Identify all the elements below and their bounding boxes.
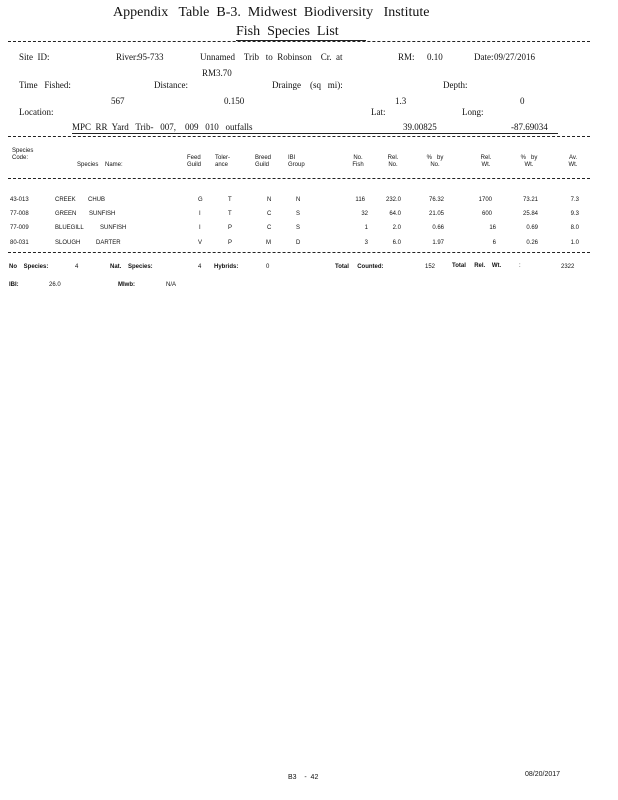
- row-name: DARTER: [96, 240, 121, 246]
- row-feed: V: [198, 240, 203, 246]
- row-tol: T: [228, 197, 232, 203]
- row-genus: SLOUGH: [55, 240, 81, 246]
- col-breed-guild: Breed Guild: [255, 155, 272, 168]
- site-rm: RM3.70: [202, 68, 232, 78]
- row-name: SUNFISH: [89, 211, 116, 217]
- time-fished-value: 567: [111, 96, 125, 106]
- no-species-value: 4: [75, 264, 79, 270]
- row-code: 43-013: [10, 197, 29, 203]
- miwb-label: MIwb:: [118, 282, 135, 288]
- row-name: CHUB: [88, 197, 106, 203]
- date-value: 09/27/2016: [494, 52, 536, 62]
- drainage-value: 1.3: [395, 96, 407, 106]
- row-tol: P: [228, 225, 233, 231]
- row-relwt: 16: [489, 225, 496, 231]
- time-fished-label: Time Fished:: [19, 80, 71, 90]
- row-ibi: S: [296, 211, 301, 217]
- drainage-label: Drainge (sq mi):: [272, 80, 343, 90]
- lat-label: Lat:: [371, 107, 386, 117]
- location-value: MPC RR Yard Trib- 007, 009 010 outfalls: [72, 122, 253, 132]
- hybrids-label: Hybrids:: [214, 264, 239, 270]
- row-relno: 64.0: [389, 211, 401, 217]
- distance-value: 0.150: [224, 96, 245, 106]
- col-species-code: Species Code:: [12, 148, 34, 161]
- header-bottom-divider: [8, 136, 590, 137]
- nat-species-value: 4: [198, 264, 202, 270]
- row-breed: M: [266, 240, 271, 246]
- ibi-value: 26.0: [49, 282, 61, 288]
- row-breed: N: [267, 197, 272, 203]
- stream-name: Unnamed Trib to Robinson Cr. at: [200, 52, 343, 62]
- row-genus: CREEK: [55, 197, 76, 203]
- row-relno: 232.0: [385, 197, 401, 203]
- row-pctno: 76.32: [428, 197, 444, 203]
- col-no-fish: No. Fish: [352, 155, 364, 168]
- row-tol: T: [228, 211, 232, 217]
- col-av-wt: Av. Wt.: [568, 155, 578, 168]
- river-value: 95-733: [138, 52, 164, 62]
- total-counted-value: 152: [425, 264, 436, 270]
- row-feed: I: [199, 225, 201, 231]
- col-rel-no: Rel. No.: [387, 155, 399, 168]
- col-pct-wt: % by Wt.: [520, 155, 538, 168]
- hybrids-value: 0: [266, 264, 270, 270]
- miwb-value: N/A: [166, 282, 177, 288]
- row-breed: C: [267, 225, 272, 231]
- row-pctno: 21.05: [428, 211, 444, 217]
- rm-value: 0.10: [427, 52, 443, 62]
- col-rel-wt: Rel. Wt.: [480, 155, 492, 168]
- distance-label: Distance:: [154, 80, 188, 90]
- row-avwt: 7.3: [570, 197, 579, 203]
- total-relwt-value: 2322: [561, 264, 575, 270]
- row-avwt: 8.0: [570, 225, 579, 231]
- row-code: 77-008: [10, 211, 29, 217]
- row-nofish: 3: [364, 240, 368, 246]
- row-relwt: 6: [492, 240, 496, 246]
- row-relno: 2.0: [392, 225, 401, 231]
- river-label: River:: [116, 52, 139, 62]
- row-feed: I: [199, 211, 201, 217]
- row-feed: G: [198, 197, 203, 203]
- row-tol: P: [228, 240, 233, 246]
- row-genus: BLUEGILL: [55, 225, 84, 231]
- rm-label: RM:: [398, 52, 415, 62]
- col-feed-guild: Feed Guild: [187, 155, 202, 168]
- ibi-label: IBI:: [9, 282, 19, 288]
- row-name: SUNFISH: [100, 225, 127, 231]
- row-relwt: 1700: [478, 197, 492, 203]
- location-label: Location:: [19, 107, 54, 117]
- date-label: Date:: [474, 52, 494, 62]
- location-underline: [72, 133, 558, 134]
- footer-date: 08/20/2017: [525, 771, 561, 778]
- row-code: 77-009: [10, 225, 29, 231]
- col-tolerance: Toler- ance: [215, 155, 231, 168]
- row-pctwt: 25.84: [522, 211, 538, 217]
- total-relwt-colon: :: [519, 263, 521, 269]
- row-nofish: 32: [361, 211, 368, 217]
- lat-value: 39.00825: [403, 122, 437, 132]
- row-ibi: N: [296, 197, 301, 203]
- row-pctwt: 73.21: [522, 197, 538, 203]
- total-counted-label: Total Counted:: [335, 264, 384, 270]
- long-value: -87.69034: [511, 122, 548, 132]
- depth-value: 0: [520, 96, 525, 106]
- col-ibi-group: IBI Group: [288, 155, 305, 168]
- page-number: B3 - 42: [288, 774, 319, 781]
- long-label: Long:: [462, 107, 484, 117]
- col-species-name: Species Name:: [77, 162, 123, 168]
- row-nofish: 116: [355, 197, 365, 203]
- row-pctno: 1.97: [432, 240, 444, 246]
- row-code: 80-031: [10, 240, 29, 246]
- depth-label: Depth:: [443, 80, 468, 90]
- row-avwt: 9.3: [570, 211, 579, 217]
- row-relno: 6.0: [392, 240, 401, 246]
- header-top-divider: [8, 41, 590, 42]
- nat-species-label: Nat. Species:: [110, 264, 153, 270]
- page-title: Appendix Table B-3. Midwest Biodiversity Institute: [113, 5, 430, 20]
- col-pct-no: % by No.: [426, 155, 444, 168]
- total-relwt-label: Total Rel. Wt.: [452, 263, 502, 269]
- rows-divider: [8, 252, 590, 253]
- row-relwt: 600: [481, 211, 492, 217]
- site-id-label: Site ID:: [19, 52, 50, 62]
- page-subtitle: Fish Species List: [236, 24, 339, 39]
- row-pctwt: 0.26: [526, 240, 538, 246]
- row-avwt: 1.0: [570, 240, 579, 246]
- row-pctno: 0.66: [432, 225, 444, 231]
- row-genus: GREEN: [55, 211, 77, 217]
- no-species-label: No Species:: [9, 264, 49, 270]
- row-pctwt: 0.69: [526, 225, 538, 231]
- row-ibi: D: [296, 240, 301, 246]
- row-nofish: 1: [364, 225, 368, 231]
- columns-divider: [8, 178, 590, 179]
- row-breed: C: [267, 211, 272, 217]
- row-ibi: S: [296, 225, 301, 231]
